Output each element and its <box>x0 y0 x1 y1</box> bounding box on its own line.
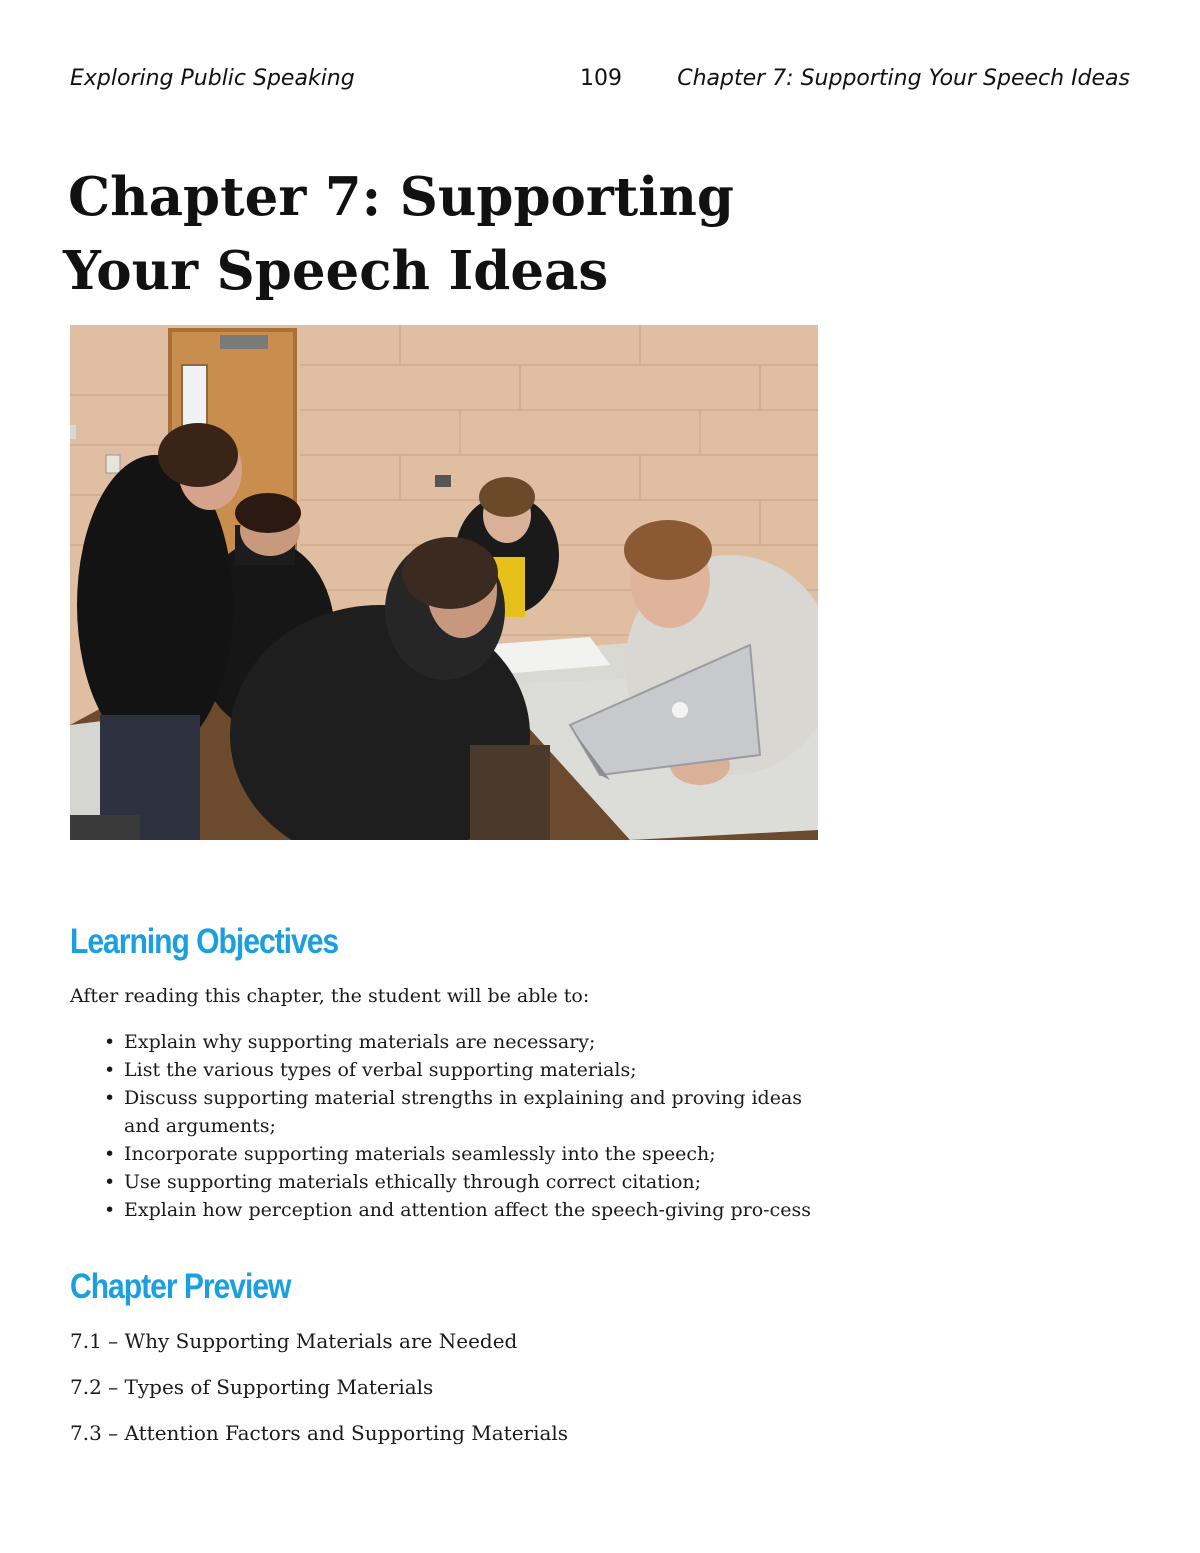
chapter-title-line-2: Your Speech Ideas <box>63 240 609 302</box>
chapter-title-line-1: Chapter 7: Supporting <box>68 166 734 228</box>
chapter-running-title: Chapter 7: Supporting Your Speech Ideas <box>677 66 1130 91</box>
running-header <box>70 66 1130 100</box>
preview-item: 7.2 – Types of Supporting Materials <box>70 1375 434 1399</box>
door-window <box>182 365 207 430</box>
list-item: • Incorporate supporting materials seamlessly into the speech; <box>0 1140 814 1168</box>
list-item: • List the various types of verbal supporting materials; <box>0 1056 814 1084</box>
classroom-photo-illustration <box>70 325 818 840</box>
chapter-preview-list <box>70 1327 568 1465</box>
list-item: • Explain how perception and attention affect the speech-giving pro-cess <box>0 1196 814 1224</box>
book-title: Exploring Public Speaking <box>70 66 355 91</box>
chapter-preview-heading: Chapter Preview <box>70 1267 291 1306</box>
list-item: • Discuss supporting material strengths in explaining and proving ideas and arguments; <box>0 1084 814 1140</box>
list-item: • Explain why supporting materials are necessary; <box>0 1028 814 1056</box>
chapter-title <box>63 160 868 308</box>
learning-objectives-heading: Learning Objectives <box>70 922 339 961</box>
preview-item: 7.3 – Attention Factors and Supporting Materials <box>70 1421 569 1445</box>
preview-item: 7.1 – Why Supporting Materials are Needed <box>70 1329 518 1353</box>
page-number: 109 <box>580 66 622 91</box>
learning-objectives-intro: After reading this chapter, the student will be able to: <box>70 985 590 1007</box>
learning-objectives-list <box>0 1028 860 1224</box>
chapter-photo <box>70 325 818 840</box>
list-item: • Use supporting materials ethically through correct citation; <box>0 1168 814 1196</box>
